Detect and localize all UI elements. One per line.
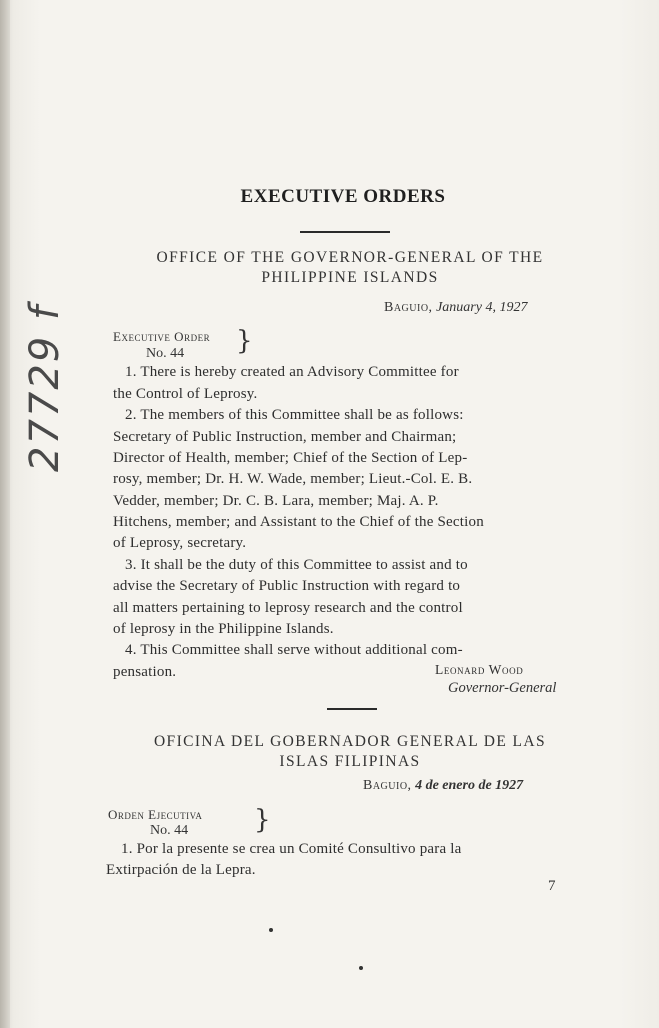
english-body-line: of leprosy in the Philippine Islands. xyxy=(113,621,334,637)
english-body-line: advise the Secretary of Public Instruction with regard to xyxy=(113,578,461,594)
english-body-line: pensation. xyxy=(113,664,177,680)
page-number: 7 xyxy=(548,878,556,894)
english-body-line: 4. This Committee shall serve without additional com- xyxy=(125,642,463,658)
english-dateline xyxy=(384,300,527,316)
english-office-heading-line1: OFFICE OF THE GOVERNOR-GENERAL OF THE xyxy=(156,249,544,266)
english-body-line: the Control of Leprosy. xyxy=(113,386,258,402)
english-body-line: 1. There is hereby created an Advisory Committee for xyxy=(125,364,459,380)
spanish-order-brace: } xyxy=(254,805,271,835)
english-date: January 4, 1927 xyxy=(436,300,528,315)
spanish-order-number: No. 44 xyxy=(150,823,189,838)
english-body-line: 3. It shall be the duty of this Committee to assist and to xyxy=(125,557,468,573)
spanish-place: Baguio, xyxy=(363,778,412,793)
english-order-number: No. 44 xyxy=(146,346,185,361)
spanish-dateline xyxy=(363,778,523,794)
english-office-heading-line2: PHILIPPINE ISLANDS xyxy=(261,269,439,286)
spanish-office-heading-line1: OFICINA DEL GOBERNADOR GENERAL DE LAS xyxy=(153,733,547,750)
signature-title: Governor-General xyxy=(448,680,557,696)
page-binding-edge xyxy=(0,0,10,1028)
english-order-brace: } xyxy=(236,326,253,356)
english-order-label: Executive Order xyxy=(113,329,211,344)
english-place: Baguio, xyxy=(384,300,433,315)
handwritten-annotation: 27729 f xyxy=(22,303,68,472)
ink-speck xyxy=(269,928,273,932)
english-body-line: all matters pertaining to leprosy research and the control xyxy=(113,600,463,616)
spanish-body-line: 1. Por la presente se crea un Comité Consultivo para la xyxy=(121,841,462,857)
spanish-date: 4 de enero de 1927 xyxy=(415,778,524,793)
english-body-line: Hitchens, member; and Assistant to the Chief of the Section xyxy=(113,514,484,530)
english-body-line: of Leprosy, secretary. xyxy=(113,535,247,551)
title-divider xyxy=(300,231,390,233)
ink-speck xyxy=(359,966,363,970)
english-body-line: 2. The members of this Committee shall be as follows: xyxy=(125,407,464,423)
spanish-body-line: Extirpación de la Lepra. xyxy=(106,862,256,878)
english-body-line: Director of Health, member; Chief of the Section of Lep- xyxy=(113,450,468,466)
document-title: EXECUTIVE ORDERS xyxy=(240,186,446,207)
english-body-line: Vedder, member; Dr. C. B. Lara, member; Maj. A. P. xyxy=(113,493,439,509)
spanish-order-label: Orden Ejecutiva xyxy=(108,807,203,822)
english-body-line: Secretary of Public Instruction, member and Chairman; xyxy=(113,429,457,445)
english-body-line: rosy, member; Dr. H. W. Wade, member; Lieut.-Col. E. B. xyxy=(113,471,473,487)
signature-name: Leonard Wood xyxy=(435,662,524,677)
spanish-office-heading-line2: ISLAS FILIPINAS xyxy=(279,753,421,770)
section-divider xyxy=(327,708,377,710)
